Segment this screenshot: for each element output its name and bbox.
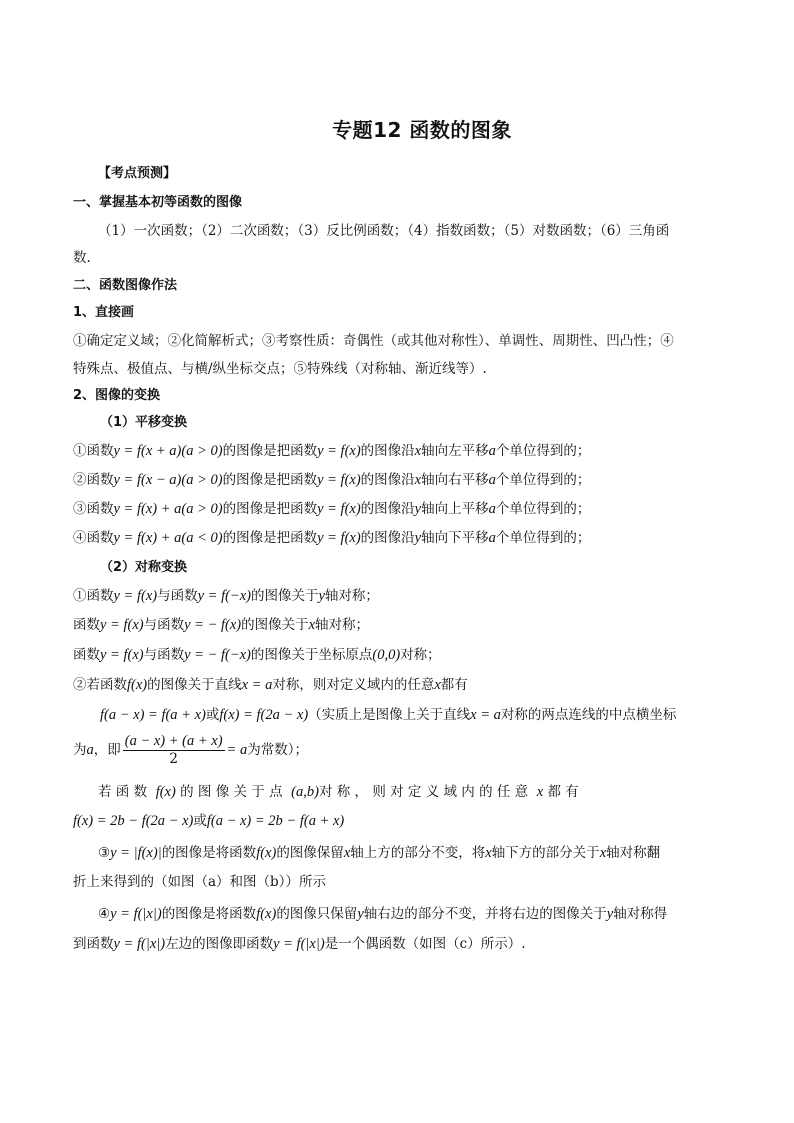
- heading-basic-functions: 一、掌握基本初等函数的图像: [73, 195, 243, 210]
- heading-transform: 2、图像的变换: [73, 388, 161, 403]
- heading-graph-methods: 二、函数图像作法: [73, 278, 178, 293]
- symmetry-rule-1: ①函数y = f(x)与函数y = f(−x)的图像关于y轴对称；: [73, 588, 379, 604]
- symmetry-rule-8: f(x) = 2b − f(2a − x)或f(a − x) = 2b − f(a + x): [73, 813, 345, 829]
- heading-direct-draw: 1、直接画: [73, 305, 135, 320]
- heading-symmetry: （2）对称变换: [100, 560, 188, 575]
- abs-rule-1-cont: 折上来得到的（如图（a）和图（b））所示: [73, 874, 326, 890]
- symmetry-rule-7: 若 函 数 f(x) 的 图 像 关 于 点 (a,b)对 称 ， 则 对 定 义 域 内 的 任 意 x 都 有: [98, 784, 579, 800]
- symmetry-rule-4: ②若函数f(x)的图像关于直线x = a对称，则对定义域内的任意x都有: [73, 677, 468, 693]
- symmetry-rule-2: 函数y = f(x)与函数y = − f(x)的图像关于x轴对称；: [73, 617, 370, 633]
- symmetry-rule-5: f(a − x) = f(a + x)或f(x) = f(2a − x)（实质上是图像上关于直线x = a对称的两点连线的中点横坐标: [100, 707, 677, 723]
- shift-rule-1: ①函数y = f(x + a)(a > 0)的图像是把函数y = f(x)的图像沿x轴向左平移a个单位得到的；: [73, 443, 591, 459]
- paragraph-direct-draw: ①确定定义域；②化简解析式；③考察性质：奇偶性（或其他对称性）、单调性、周期性、凹凸性；④: [73, 333, 674, 349]
- shift-rule-4: ④函数y = f(x) + a(a < 0)的图像是把函数y = f(x)的图像沿y轴向下平移a个单位得到的；: [73, 530, 591, 546]
- abs-rule-1: ③y = |f(x)|的图像是将函数f(x)的图像保留x轴上方的部分不变，将x轴下方的部分关于x轴对称翻: [98, 845, 661, 861]
- symmetry-rule-3: 函数y = f(x)与函数y = − f(−x)的图像关于坐标原点(0,0)对称；: [73, 647, 441, 663]
- heading-shift: （1）平移变换: [100, 415, 188, 430]
- shift-rule-3: ③函数y = f(x) + a(a > 0)的图像是把函数y = f(x)的图像沿y轴向上平移a个单位得到的；: [73, 501, 591, 517]
- paragraph-direct-draw-cont: 特殊点、极值点、与横/纵坐标交点；⑤特殊线（对称轴、渐近线等）.: [73, 361, 487, 377]
- abs-rule-2-cont: 到函数y = f(|x|)左边的图像即函数y = f(|x|)是一个偶函数（如图（c）所示）.: [73, 936, 526, 952]
- abs-rule-2: ④y = f(|x|)的图像是将函数f(x)的图像只保留y轴右边的部分不变，并将右边的图像关于y轴对称得: [98, 906, 668, 922]
- shift-rule-2: ②函数y = f(x − a)(a > 0)的图像是把函数y = f(x)的图像沿x轴向右平移a个单位得到的；: [73, 472, 591, 488]
- paragraph-function-list-cont: 数.: [73, 250, 91, 266]
- symmetry-rule-6: 为a，即 $\frac{(a - x) + (a + x)}{2}$ = a为常数）；: [73, 733, 308, 767]
- paragraph-function-list: （1）一次函数；（2）二次函数；（3）反比例函数；（4）指数函数；（5）对数函数；（6）三角函: [98, 223, 670, 239]
- midpoint-fraction: $\frac{(a - x) + (a + x)}{2}$: [124, 733, 223, 767]
- page-title: 专题12 函数的图象: [332, 118, 512, 142]
- section-preview-heading: 【考点预测】: [98, 166, 177, 181]
